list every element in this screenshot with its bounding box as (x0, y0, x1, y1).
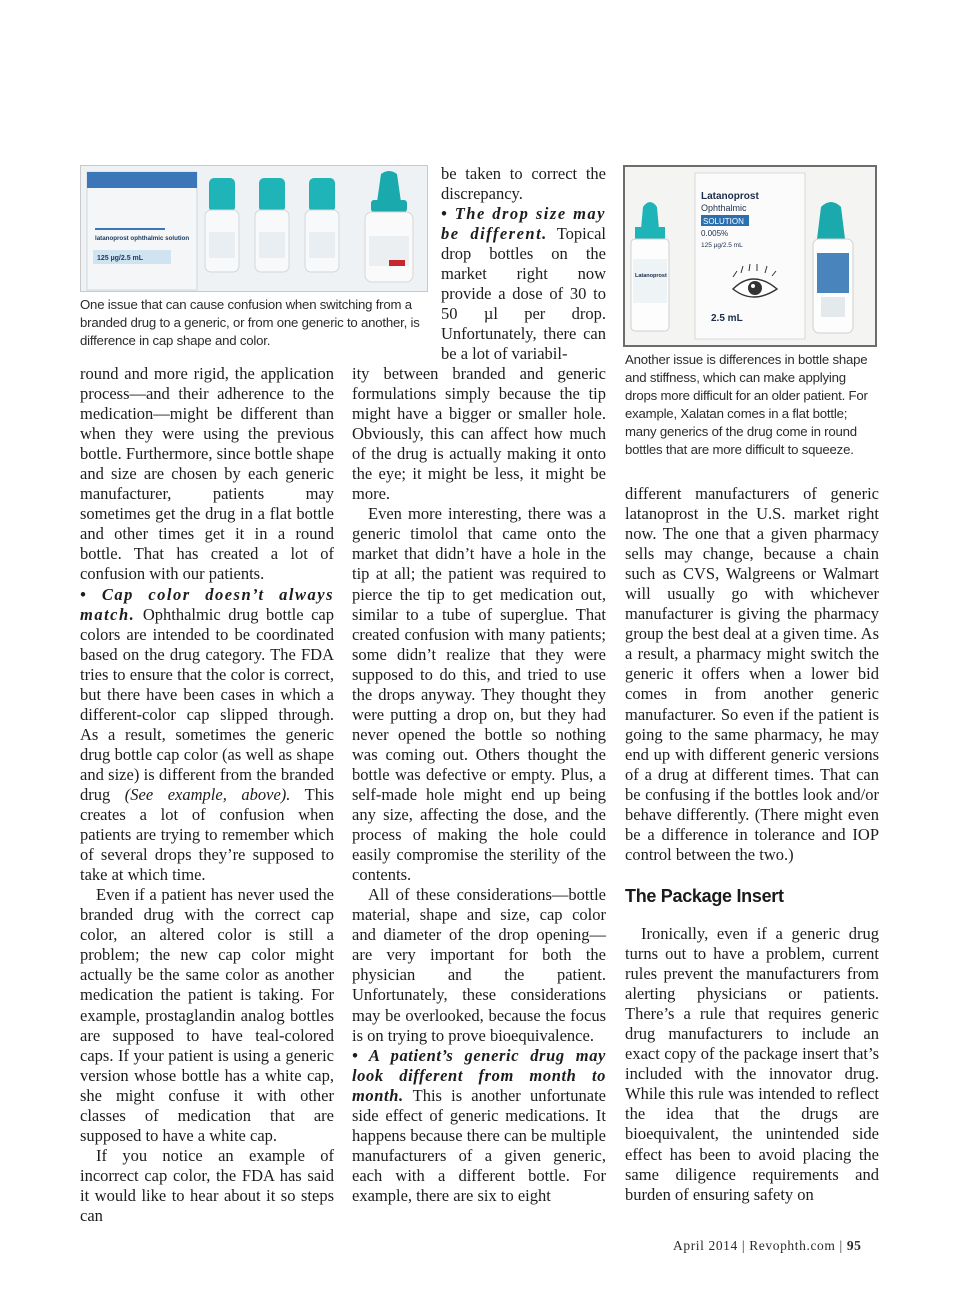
box2-dose: 125 µg/2.5 mL (701, 242, 743, 249)
box2-pct: 0.005% (701, 229, 729, 238)
box2-solution: SOLUTION (703, 217, 744, 226)
photo-cap-comparison (80, 165, 428, 292)
photo1-caption: One issue that can cause confusion when switching from a branded drug to a generic, or from one generic to another, is difference in cap shape and color. (80, 297, 420, 348)
bullet-text-end: This creates a lot of confusion when patients are trying to remember which of several drops they’re supposed to take at which time. (80, 784, 334, 885)
column-3-section (625, 924, 879, 1205)
column-1 (80, 364, 334, 1226)
bullet-lead: • Cap color doesn’t always match. (80, 584, 334, 624)
paragraph: Even if a patient has never used the branded drug with the correct cap color, an altered color is still a problem; the new cap color might actually be the same color as another medication the patient is taking. For example, prostaglandin analog bottles are supposed to have teal-colored caps. If your patient is using a generic version whose bottle has a white cap, she might confuse it with other classes of medication that are supposed to have a white cap. (80, 885, 334, 1145)
column-2-top (441, 164, 606, 364)
paragraph: Even more interesting, there was a generic timolol that came onto the market that didn’t have a hole in the tip at all; the patient was required to pierce the tip to get medication out, similar to a tube of superglue. That created confusion with many patients; some didn’t realize that they were supposed to do this, and tried to use the drops anyway. They thought they were putting a drop on, but they had never opened the bottle so nothing was coming out. Others thought the bottle was defective or empty. Plus, a self-made hole might end up being any size, affecting the dose, and the process of making the hole could easily compromise the sterility of the contents. (352, 504, 606, 885)
paragraph: be taken to correct the discrepancy. (441, 164, 606, 204)
bullet-text: Ophthalmic drug bottle cap colors are intended to be coordinated based on the drug category. The FDA tries to ensure that the color is correct, but there have been cases in which a different-color cap slipped through. As a result, sometimes the generic drug bottle cap color (as well as shape and size) is different from the branded drug (80, 604, 334, 804)
bottle-label: Latanoprost (635, 273, 667, 279)
bottles-illustration (81, 166, 428, 292)
box2-vol: 2.5 mL (711, 313, 743, 324)
paragraph (80, 585, 334, 886)
bottle-shape-illustration (625, 167, 875, 345)
paragraph: Ironically, even if a generic drug turns out to have a problem, current rules prevent the manufacturers from alerting physicians or patients. There’s a rule that requires generic drug manufacturers to include an exact copy of the package insert that’s included with the innovator drug. While this rule was intended to reflect the idea that the drugs are bioequivalent, the unintended side effect has been to avoid placing the same diligence requirements and burden of ensuring safety on (625, 924, 879, 1204)
bullet-lead: • A patient’s generic drug may look different from month to month. (352, 1045, 606, 1105)
column-3 (625, 484, 879, 865)
photo-bottle-shape (623, 165, 877, 347)
bullet-lead: • The drop size may be different. (441, 204, 606, 244)
bullet-text: Topical drop bottles on the market right now provide a dose of 30 to 50 µl per drop. Unfortunately, there can be a lot of variabil- (441, 224, 606, 364)
box2-name: Latanoprost (701, 191, 759, 202)
column-2 (352, 364, 606, 1206)
box-label: latanoprost ophthalmic solution (95, 235, 190, 242)
paragraph: round and more rigid, the application process—and their adherence to the medication—might be different than when they were using the previous bottle. Furthermore, since bottle shape and size are chosen by each generic manufacturer, patients may sometimes get the drug in a flat bottle and other times get it in a round bottle. That has created a lot of confusion with our patients. (80, 364, 334, 584)
paragraph: If you notice an example of incorrect cap color, the FDA has said it would like to hear about it so steps can (80, 1145, 334, 1225)
bottle-2 (255, 178, 289, 272)
page-number: 95 (846, 1238, 862, 1253)
bottle-3 (305, 178, 339, 272)
bottle-1 (205, 178, 239, 272)
paragraph (441, 204, 606, 364)
section-heading: The Package Insert (625, 886, 784, 906)
paragraph (352, 1046, 606, 1206)
box-dose: 125 µg/2.5 mL (97, 255, 144, 262)
bullet-text: This is another unfortunate side effect of generic medications. It happens because there can be multiple manufacturers of a given generic, each with a different bottle. For example, there are six to eight (352, 1085, 606, 1205)
issue-date: April 2014 (673, 1238, 738, 1253)
photo2-caption: Another issue is differences in bottle shape and stiffness, which can make applying drops more difficult for an older patient. For example, Xalatan comes in a flat bottle; many generics of the drug come in round bottles that are more difficult to squeeze. (625, 352, 868, 457)
paragraph: ity between branded and generic formulations simply because the tip might have a bigger or smaller hole. Obviously, this can affect how much of the drug is actually making it onto the eye; it might be less, it might be more. (352, 364, 606, 504)
paragraph: All of these considerations—bottle material, shape and size, cap color and diameter of the drop opening—are very important for both the physician and the patient. Unfortunately, these considerations may be overlooked, because the focus is on trying to prove bioequivalence. (352, 885, 606, 1045)
figure-reference: (See example, above). (124, 784, 291, 804)
box2-sub: Ophthalmic (701, 203, 747, 213)
website: Revophth.com (749, 1238, 836, 1253)
page-footer: April 2014 | Revophth.com | 95 (673, 1238, 862, 1253)
paragraph: different manufacturers of generic latanoprost in the U.S. market right now. The one that a given pharmacy sells may change, because a chain such as CVS, Walgreens or Walmart will usually go with whichever manufacturer is giving the pharmacy group the best deal at a given time. As a result, a pharmacy might switch the generic it offers when a lower bid comes in from another generic manufacturer. So even if the patient is going to the same pharmacy, he may end up with different generic versions of a drug at different times. That can be confusing if the bottles look and/or behave differently. (There might even be a difference in tolerance and IOP control between the two.) (625, 484, 879, 864)
